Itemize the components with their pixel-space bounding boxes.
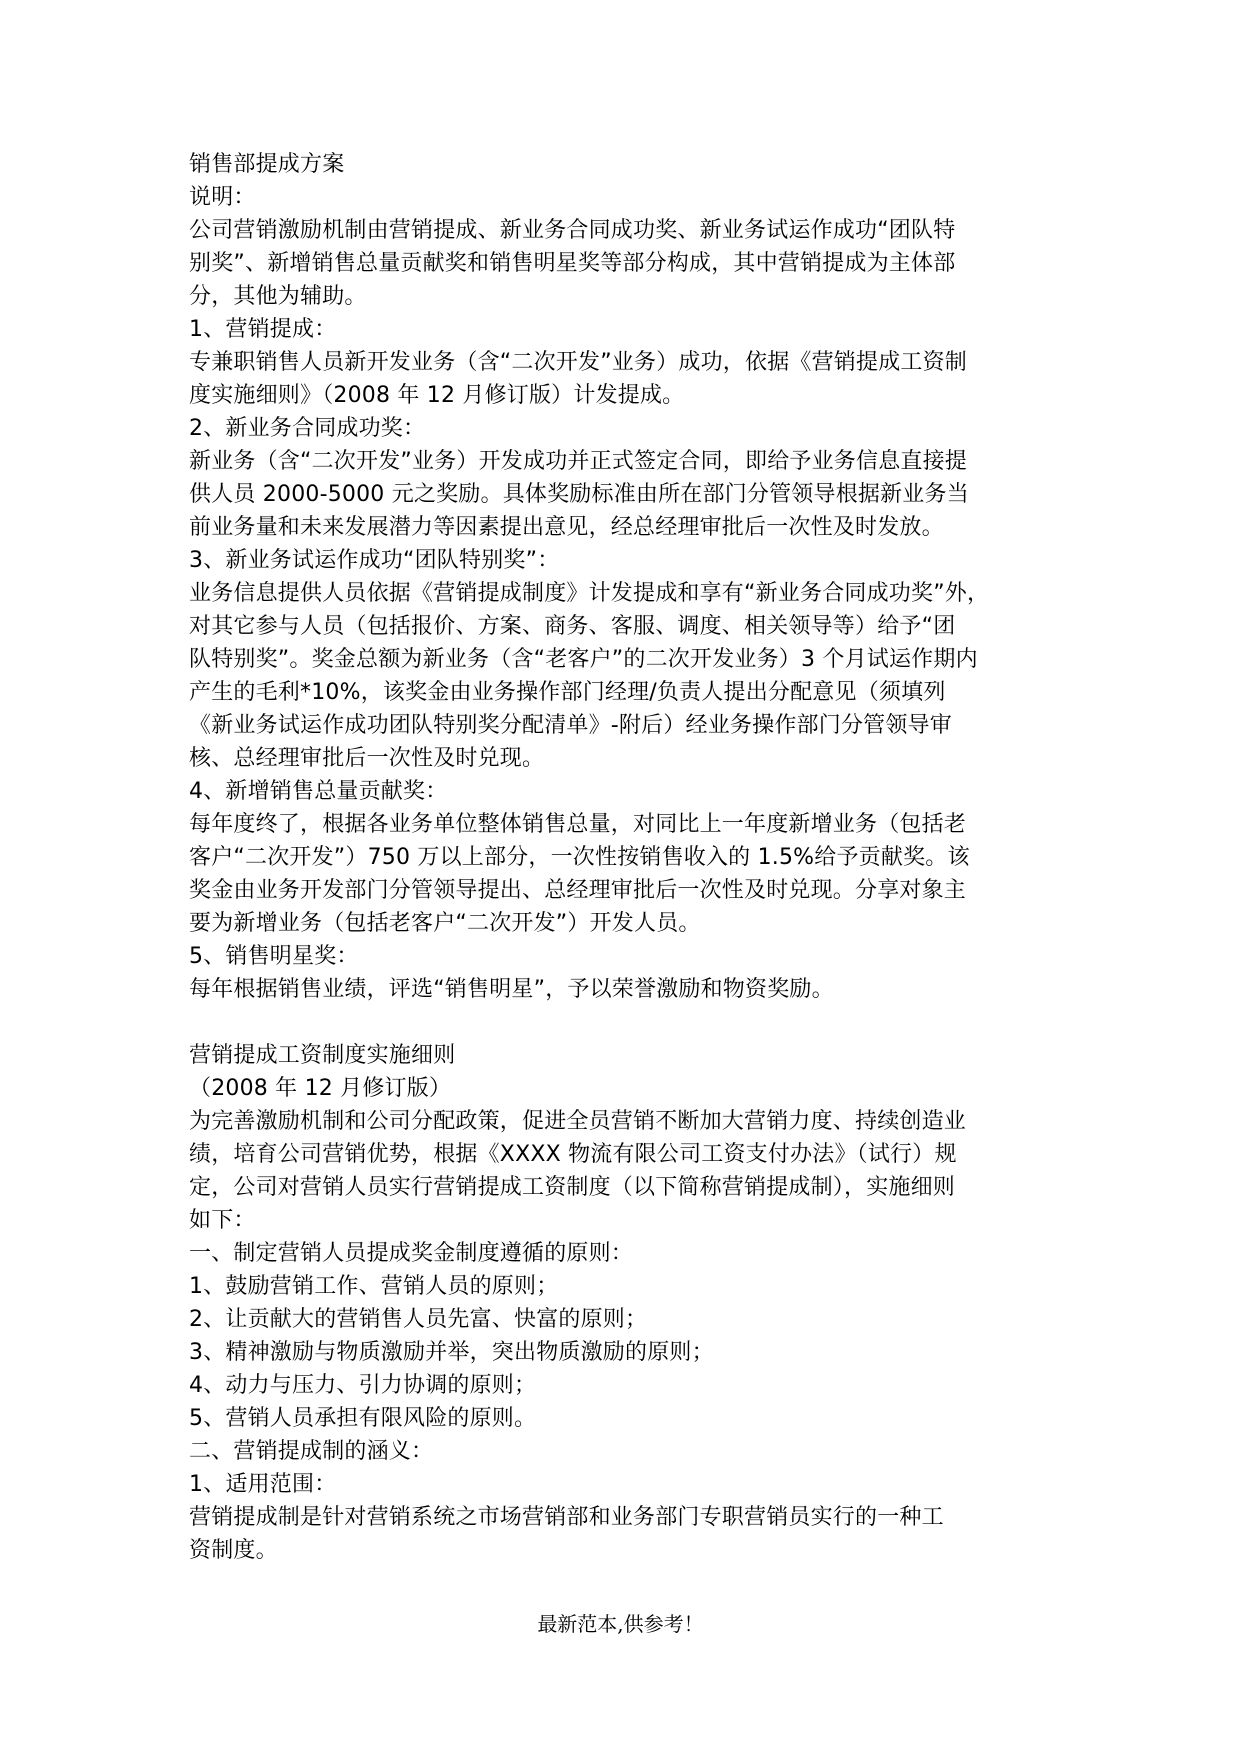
text-line: 3、新业务试运作成功“团队特别奖”： bbox=[189, 548, 560, 573]
text-line: 公司营销激励机制由营销提成、新业务合同成功奖、新业务试运作成功“团队特 bbox=[189, 218, 956, 243]
text-line: 绩，培育公司营销优势，根据《XXXX 物流有限公司工资支付办法》（试行）规 bbox=[189, 1142, 957, 1167]
text-line: 《新业务试运作成功团队特别奖分配清单》-附后）经业务操作部门分管领导审 bbox=[189, 713, 952, 738]
text-line: 要为新增业务（包括老客户“二次开发”）开发人员。 bbox=[189, 911, 701, 936]
text-line: 如下： bbox=[189, 1208, 256, 1233]
text-line: 每年根据销售业绩，评选“销售明星”，予以荣誉激励和物资奖励。 bbox=[189, 977, 834, 1002]
text-line: 4、动力与压力、引力协调的原则； bbox=[189, 1373, 537, 1398]
section-title: 销售部提成方案 bbox=[189, 152, 345, 177]
text-line: 分，其他为辅助。 bbox=[189, 284, 367, 309]
text-line: 二、营销提成制的涵义： bbox=[189, 1439, 434, 1464]
text-line: 度实施细则》（2008 年 12 月修订版）计发提成。 bbox=[189, 383, 685, 408]
text-line: 新业务（含“二次开发”业务）开发成功并正式签定合同，即给予业务信息直接提 bbox=[189, 449, 967, 474]
document-body bbox=[189, 148, 1061, 1567]
text-line: 业务信息提供人员依据《营销提成制度》计发提成和享有“新业务合同成功奖”外， bbox=[189, 581, 990, 606]
section-title: 营销提成工资制度实施细则 bbox=[189, 1043, 456, 1068]
text-line: 产生的毛利*10%，该奖金由业务操作部门经理/负责人提出分配意见（须填列 bbox=[189, 680, 946, 705]
text-line: 客户“二次开发”）750 万以上部分，一次性按销售收入的 1.5%给予贡献奖。该 bbox=[189, 845, 970, 870]
section2-body bbox=[189, 1072, 1061, 1567]
section1-body bbox=[189, 181, 1061, 1006]
text-line: 1、鼓励营销工作、营销人员的原则； bbox=[189, 1274, 559, 1299]
text-line: 供人员 2000-5000 元之奖励。具体奖励标准由所在部门分管领导根据新业务当 bbox=[189, 482, 969, 507]
text-line: 资制度。 bbox=[189, 1538, 278, 1563]
text-line: 专兼职销售人员新开发业务（含“二次开发”业务）成功，依据《营销提成工资制 bbox=[189, 350, 967, 375]
text-line: 每年度终了，根据各业务单位整体销售总量，对同比上一年度新增业务（包括老 bbox=[189, 812, 967, 837]
text-line: 5、营销人员承担有限风险的原则。 bbox=[189, 1406, 537, 1431]
text-line: 一、制定营销人员提成奖金制度遵循的原则： bbox=[189, 1241, 634, 1266]
text-line: 2、新业务合同成功奖： bbox=[189, 416, 426, 441]
text-line: 对其它参与人员（包括报价、方案、商务、客服、调度、相关领导等）给予“团 bbox=[189, 614, 956, 639]
text-line: 核、总经理审批后一次性及时兑现。 bbox=[189, 746, 545, 771]
text-line: 说明： bbox=[189, 185, 256, 210]
text-line: 2、让贡献大的营销售人员先富、快富的原则； bbox=[189, 1307, 648, 1332]
text-line: 4、新增销售总量贡献奖： bbox=[189, 779, 448, 804]
text-line: 1、营销提成： bbox=[189, 317, 337, 342]
text-line: 定，公司对营销人员实行营销提成工资制度（以下简称营销提成制），实施细则 bbox=[189, 1175, 956, 1200]
text-line: 3、精神激励与物质激励并举，突出物质激励的原则； bbox=[189, 1340, 714, 1365]
text-line: 奖金由业务开发部门分管领导提出、总经理审批后一次性及时兑现。分享对象主 bbox=[189, 878, 967, 903]
text-line: 1、适用范围： bbox=[189, 1472, 337, 1497]
text-line: 别奖”、新增销售总量贡献奖和销售明星奖等部分构成，其中营销提成为主体部 bbox=[189, 251, 956, 276]
text-line: 队特别奖”。奖金总额为新业务（含“老客户”的二次开发业务）3 个月试运作期内 bbox=[189, 647, 978, 672]
text-line: （2008 年 12 月修订版） bbox=[189, 1076, 452, 1101]
text-line: 营销提成制是针对营销系统之市场营销部和业务部门专职营销员实行的一种工 bbox=[189, 1505, 944, 1530]
text-line: 前业务量和未来发展潜力等因素提出意见，经总经理审批后一次性及时发放。 bbox=[189, 515, 944, 540]
page-footer: 最新范本,供参考！ bbox=[537, 1612, 704, 1636]
text-line: 为完善激励机制和公司分配政策，促进全员营销不断加大营销力度、持续创造业 bbox=[189, 1109, 967, 1134]
blank-line bbox=[189, 1006, 1061, 1039]
text-line: 5、销售明星奖： bbox=[189, 944, 359, 969]
